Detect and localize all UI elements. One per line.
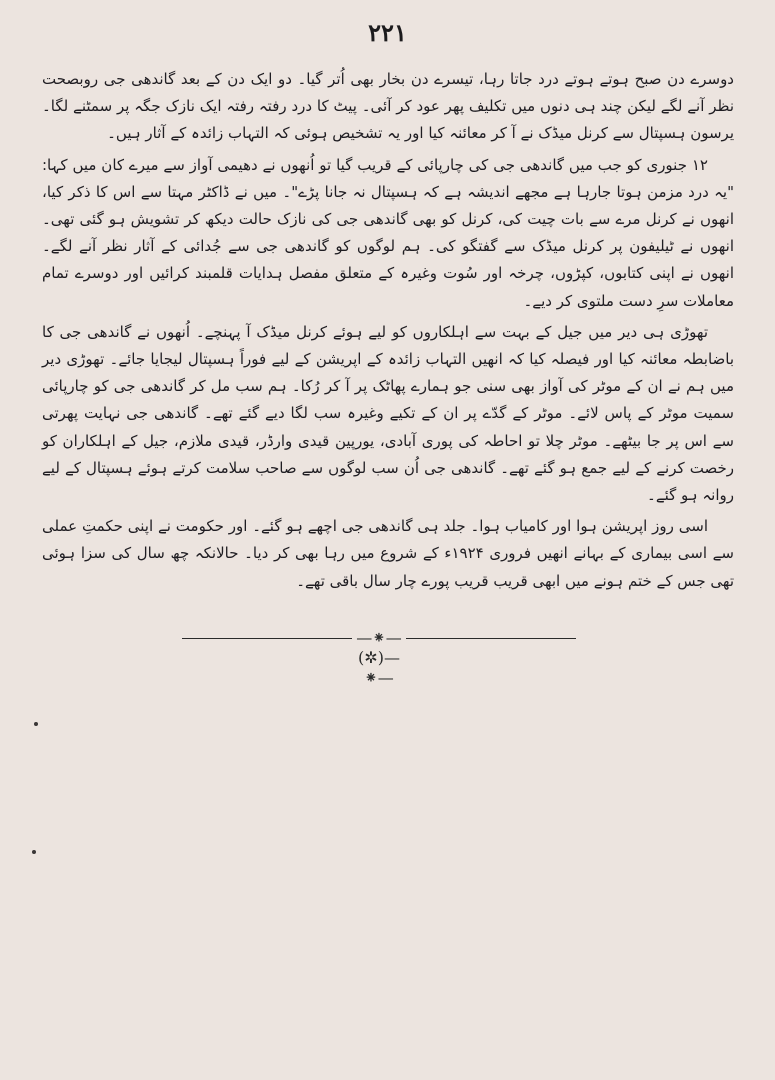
paragraph-3: تھوڑی ہی دیر میں جیل کے بہت سے اہلکاروں کو لیے ہوئے کرنل میڈک آ پہنچے۔ اُنھوں نے گاندھی جی کا باضابطہ معائنہ کیا اور فیصلہ کیا کہ انھیں التہاب زائدہ کے اپریشن کے لیے فوراً ہسپتال لیجایا جائے۔ تھوڑی دیر میں ہم نے ان کے موٹر کی آواز بھی سنی جو ہمارے پھاٹک پر آ کر رُکا۔ ہم سب مل کر گاندھی جی کو چارپائی سمیت موٹر کے پاس لائے۔ موٹر کے گدّے پر ان کے تکیے وغیرہ سب لگا دیے گئے تھے۔ گاندھی جی نہایت پھرتی سے اس پر جا بیٹھے۔ موٹر چلا تو احاطہ کی پوری آبادی، یورپین قیدی وارڈر، قیدی ملازم، جیل کے اہلکاران کو رخصت کرنے کے لیے جمع ہو گئے تھے۔ گاندھی جی اُن سب لوگوں سے صاحب سلامت کرتے ہوئے ہسپتال کے لیے روانہ ہو گئے۔ bbox=[42, 322, 734, 505]
ornament-glyph: —⁕—(✲)—⁕— bbox=[356, 628, 402, 687]
ornament-rule-left bbox=[182, 638, 352, 639]
scan-speck bbox=[34, 722, 38, 726]
section-end-ornament bbox=[182, 628, 576, 687]
scan-speck bbox=[32, 850, 36, 854]
page-body bbox=[42, 66, 734, 599]
paragraph-1: دوسرے دن صبح ہوتے ہوتے درد جاتا رہا، تیسرے دن بخار بھی اُتر گیا۔ دو ایک دن کے بعد گاندھی جی روبصحت نظر آنے لگے لیکن چند ہی دنوں میں تکلیف پھر عود کر آئی۔ پیٹ کا درد رفتہ رفتہ ایک نازک جگہ پر سمٹنے لگا۔ یرسون ہسپتال سے کرنل میڈک نے آ کر معائنہ کیا اور یہ تشخیص ہوئی کہ التہاب زائدہ کے آثار ہیں۔ bbox=[42, 70, 734, 143]
page-number: ۲۲۱ bbox=[368, 18, 407, 47]
paragraph-4: اسی روز اپریشن ہوا اور کامیاب ہوا۔ جلد ہی گاندھی جی اچھے ہو گئے۔ اور حکومت نے اپنی حکمتِ عملی سے اسی بیماری کے بہانے انھیں فروری ۱۹۲۴ء کے شروع میں رہا بھی کر دیا۔ حالانکہ چھ سال کی سزا ہوئی تھی جس کے ختم ہونے میں ابھی قریب قریب پورے چار سال باقی تھے۔ bbox=[42, 517, 734, 590]
ornament-rule-right bbox=[406, 638, 576, 639]
paragraph-2: ۱۲ جنوری کو جب میں گاندھی جی کی چارپائی کے قریب گیا تو اُنھوں نے دھیمی آواز سے میرے کان میں کہا: "یہ درد مزمن ہوتا جارہا ہے مجھے اندیشہ ہے کہ ہسپتال نہ جانا پڑے"۔ میں نے ڈاکٹر مہتا سے اس کا ذکر کیا، انھوں نے کرنل مرے سے بات چیت کی، کرنل کو بھی گاندھی جی کی نازک حالت دیکھ کر تشویش ہو گئی تھی۔ انھوں نے ٹیلیفون پر کرنل میڈک سے گفتگو کی۔ ہم لوگوں کو گاندھی جی سے جُدائی کے آثار نظر آنے لگے۔ انھوں نے اپنی کتابوں، کپڑوں، چرخہ اور سُوت وغیرہ کے متعلق مفصل ہدایات قلمبند کرائیں اور دوسرے تمام معاملات سرِ دست ملتوی کر دیے۔ bbox=[42, 155, 734, 310]
